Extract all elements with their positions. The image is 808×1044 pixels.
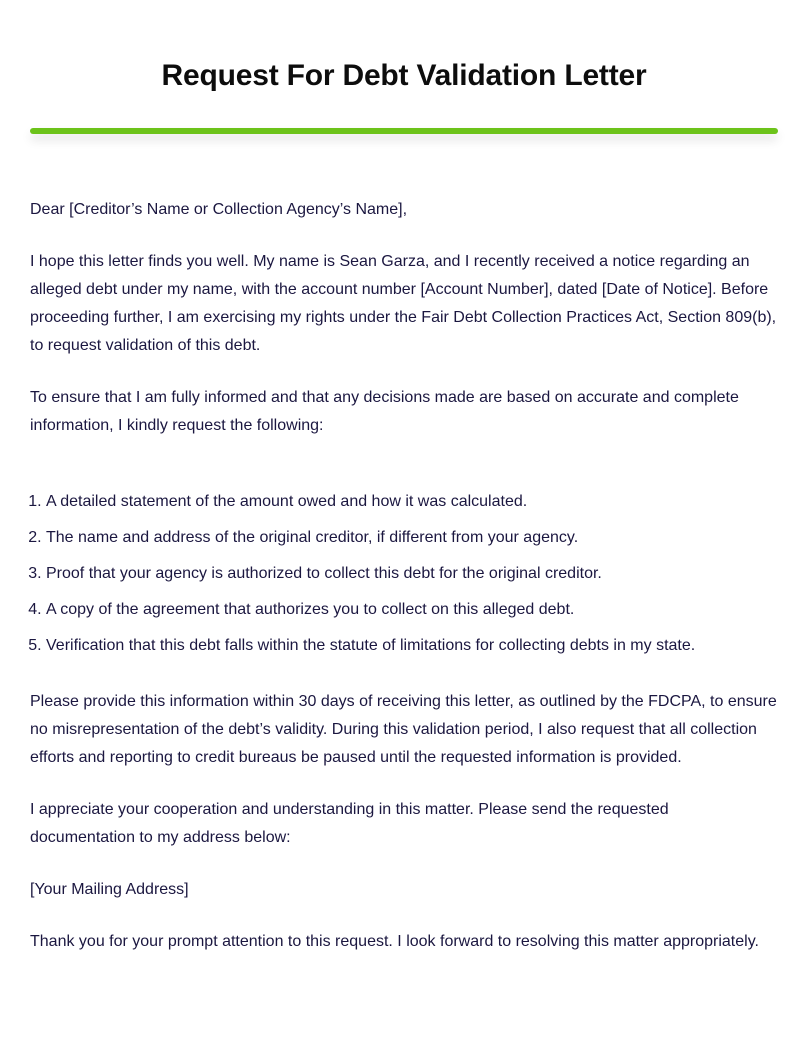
- list-item: 5. Verification that this debt falls within the statute of limitations for collecting debts in my state.: [46, 632, 778, 660]
- list-item: 1. A detailed statement of the amount owed and how it was calculated.: [46, 488, 778, 516]
- request-list: [30, 488, 778, 660]
- closing-paragraph: Thank you for your prompt attention to this request. I look forward to resolving this matter appropriately.: [30, 933, 759, 950]
- letter-body: [30, 196, 778, 956]
- list-item: 3. Proof that your agency is authorized to collect this debt for the original creditor.: [46, 560, 778, 588]
- list-item: 2. The name and address of the original creditor, if different from your agency.: [46, 524, 778, 552]
- list-item: 4. A copy of the agreement that authorizes you to collect on this alleged debt.: [46, 596, 778, 624]
- request-intro-paragraph: To ensure that I am fully informed and that any decisions made are based on accurate and complete information, I kindly request the following:: [30, 389, 739, 434]
- intro-paragraph: I hope this letter finds you well. My name is Sean Garza, and I recently received a notice regarding an alleged debt under my name, with the account number [Account Number], dated [Date of Notice]. Before proceeding further, I am exercising my rights under the Fair Debt Collection Practices Act, Section 809(b), to request validation of this debt.: [30, 253, 777, 354]
- page-title: Request For Debt Validation Letter: [161, 59, 647, 92]
- appreciation-paragraph: I appreciate your cooperation and understanding in this matter. Please send the requested documentation to my address below:: [30, 801, 669, 846]
- salutation: Dear [Creditor’s Name or Collection Agency’s Name],: [30, 201, 408, 218]
- letter-page: [30, 0, 778, 980]
- deadline-paragraph: Please provide this information within 30 days of receiving this letter, as outlined by the FDCPA, to ensure no misrepresentation of the debt’s validity. During this validation period, I also request that all collection efforts and reporting to credit bureaus be paused until the requested information is provided.: [30, 693, 777, 766]
- mailing-address: [Your Mailing Address]: [30, 881, 189, 898]
- title-divider: [30, 128, 778, 134]
